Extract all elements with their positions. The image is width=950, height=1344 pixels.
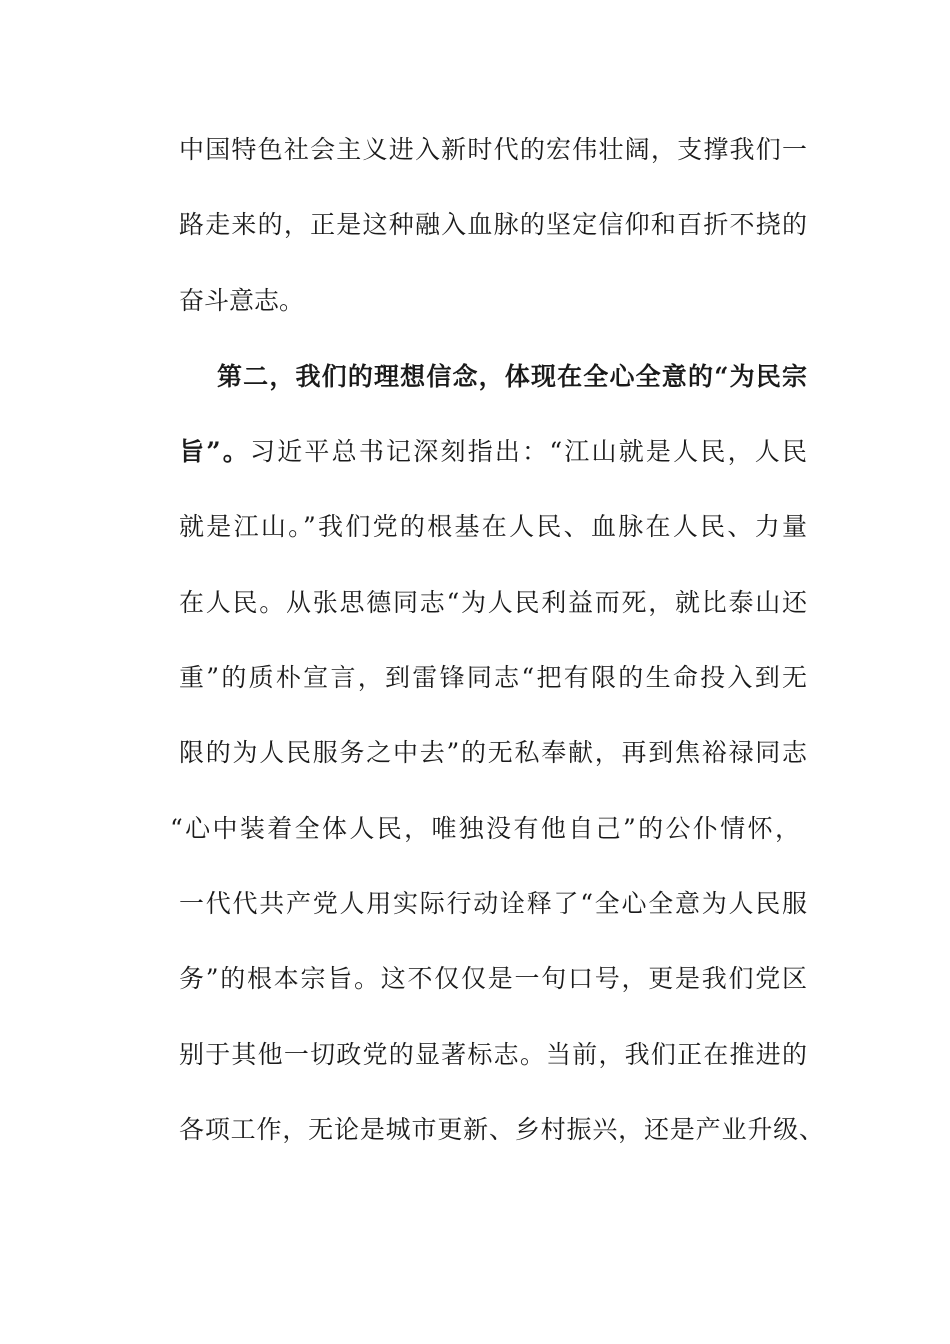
paragraph-text: 习近平总书记深刻指出：“江山就是人民，人民 xyxy=(250,437,807,466)
paragraph-line: 重”的质朴宣言，到雷锋同志“把有限的生命投入到无 xyxy=(179,663,807,692)
paragraph-line xyxy=(179,432,807,472)
section-heading-line: 第二，我们的理想信念，体现在全心全意的“为民宗 xyxy=(217,362,807,391)
paragraph-line: 各项工作，无论是城市更新、乡村振兴，还是产业升级、 xyxy=(179,1115,824,1144)
paragraph-line: 一代代共产党人用实际行动诠释了“全心全意为人民服 xyxy=(179,889,807,918)
paragraph-line: 路走来的，正是这种融入血脉的坚定信仰和百折不挠的 xyxy=(179,210,807,239)
paragraph-line: 别于其他一切政党的显著标志。当前，我们正在推进的 xyxy=(179,1040,807,1069)
paragraph-line: 就是江山。”我们党的根基在人民、血脉在人民、力量 xyxy=(179,512,807,541)
paragraph-line: 中国特色社会主义进入新时代的宏伟壮阔，支撑我们一 xyxy=(179,135,807,164)
section-heading-end: 旨”。 xyxy=(179,437,251,466)
paragraph-line: 在人民。从张思德同志“为人民利益而死，就比泰山还 xyxy=(179,588,807,617)
paragraph-line: 限的为人民服务之中去”的无私奉献，再到焦裕禄同志 xyxy=(179,738,807,767)
paragraph-line: 奋斗意志。 xyxy=(179,286,305,315)
paragraph-line: 务”的根本宗旨。这不仅仅是一句口号，更是我们党区 xyxy=(179,964,807,993)
paragraph-line: “心中装着全体人民，唯独没有他自己”的公仆情怀， xyxy=(170,814,800,843)
